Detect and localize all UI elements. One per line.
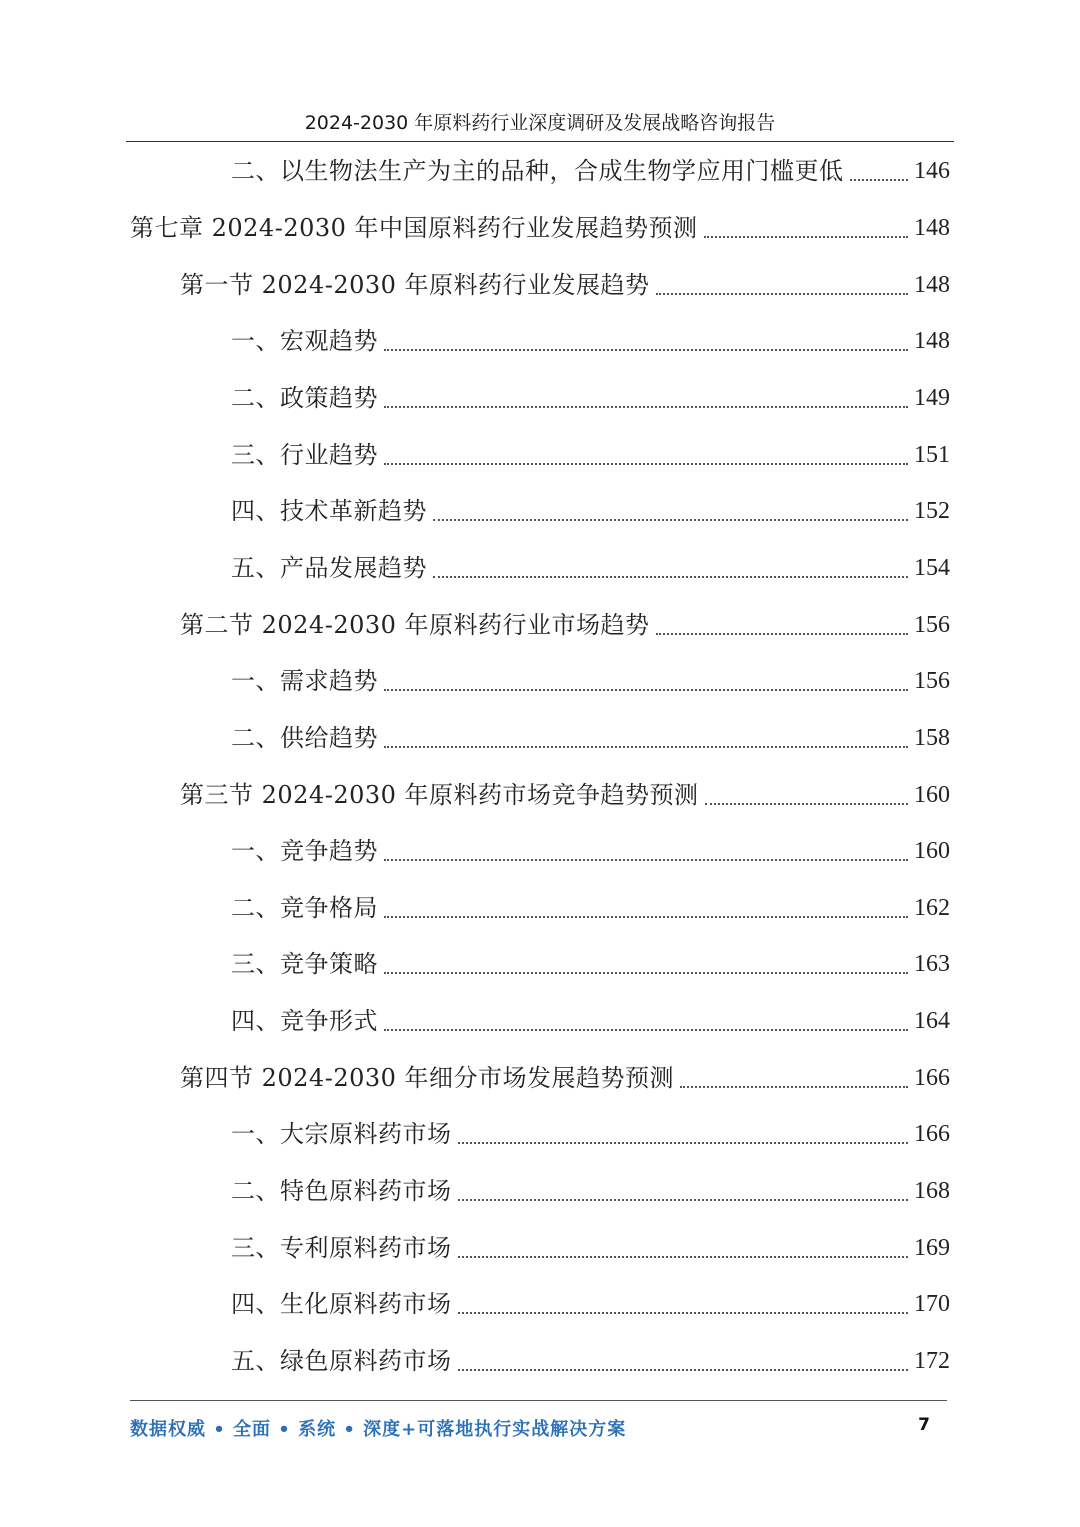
toc-dot-leader [458,1142,909,1144]
toc-entry-title: 二、特色原料药市场 [231,1177,452,1205]
toc-entry-title: 一、宏观趋势 [231,327,378,355]
toc-dot-leader [384,972,908,974]
toc-dot-leader [850,179,909,181]
toc-entry-page: 169 [914,1235,950,1261]
toc-entry[interactable] [231,888,950,928]
toc-entry-page: 166 [914,1065,950,1091]
toc-entry-page: 148 [914,215,950,241]
toc-entry-title: 二、供给趋势 [231,724,378,752]
toc-dot-leader [384,859,908,861]
toc-entry-page: 146 [914,158,950,184]
toc-dot-leader [384,349,908,351]
toc-entry-title: 四、技术革新趋势 [231,497,427,525]
toc-dot-leader [458,1199,909,1201]
toc-entry[interactable] [180,1058,950,1098]
toc-entry-page: 152 [914,498,950,524]
toc-entry[interactable] [231,1171,950,1211]
toc-dot-leader [458,1256,909,1258]
toc-entry-title: 一、竞争趋势 [231,837,378,865]
toc-entry[interactable] [231,1228,950,1268]
toc-entry[interactable] [231,548,950,588]
toc-entry-page: 168 [914,1178,950,1204]
toc-entry-title: 三、专利原料药市场 [231,1234,452,1262]
toc-entry-page: 148 [914,328,950,354]
footer-slogan: 数据权威 • 全面 • 系统 • 深度+可落地执行实战解决方案 [130,1419,627,1440]
toc-dot-leader [458,1369,909,1371]
toc-entry-title: 五、产品发展趋势 [231,554,427,582]
toc-dot-leader [433,576,908,578]
toc-entry-page: 172 [914,1348,950,1374]
toc-entry-title: 第一节 2024-2030 年原料药行业发展趋势 [180,271,650,299]
toc-entry[interactable] [180,265,950,305]
toc-dot-leader [384,406,908,408]
toc-dot-leader [384,1029,908,1031]
toc-entry-title: 第七章 2024-2030 年中国原料药行业发展趋势预测 [130,214,698,242]
toc-entry[interactable] [231,1284,950,1324]
toc-dot-leader [656,293,908,295]
toc-entry-title: 二、以生物法生产为主的品种，合成生物学应用门槛更低 [231,157,844,185]
toc-entry-title: 二、政策趋势 [231,384,378,412]
toc-dot-leader [680,1086,908,1088]
toc-entry-title: 第四节 2024-2030 年细分市场发展趋势预测 [180,1064,675,1092]
toc-entry[interactable] [231,435,950,475]
toc-entry[interactable] [180,605,950,645]
footer-page-number: 7 [918,1415,930,1435]
toc-dot-leader [705,803,908,805]
toc-entry[interactable] [231,1114,950,1154]
toc-entry-title: 三、行业趋势 [231,441,378,469]
toc-entry-title: 四、生化原料药市场 [231,1290,452,1318]
toc-entry[interactable] [231,151,950,191]
toc-dot-leader [458,1312,909,1314]
toc-entry[interactable] [180,775,950,815]
toc-entry-title: 第三节 2024-2030 年原料药市场竞争趋势预测 [180,781,699,809]
toc-entry[interactable] [231,378,950,418]
toc-entry-page: 148 [914,272,950,298]
toc-entry-title: 四、竞争形式 [231,1007,378,1035]
toc-entry-page: 154 [914,555,950,581]
toc-entry-page: 158 [914,725,950,751]
toc-entry-title: 二、竞争格局 [231,894,378,922]
toc-entry-title: 第二节 2024-2030 年原料药行业市场趋势 [180,611,650,639]
toc-dot-leader [384,463,908,465]
toc-dot-leader [704,236,908,238]
toc-entry-page: 156 [914,612,950,638]
toc-dot-leader [656,633,908,635]
toc-entry-page: 164 [914,1008,950,1034]
toc-entry[interactable] [231,1001,950,1041]
toc-entry-page: 160 [914,838,950,864]
toc-dot-leader [433,519,908,521]
toc-entry-page: 170 [914,1291,950,1317]
toc-entry[interactable] [231,944,950,984]
toc-entry[interactable] [231,831,950,871]
toc-entry[interactable] [231,321,950,361]
footer-divider [130,1400,947,1401]
page-header-title: 2024-2030 年原料药行业深度调研及发展战略咨询报告 [304,112,776,134]
toc-entry[interactable] [231,661,950,701]
toc-entry-page: 160 [914,782,950,808]
toc-entry[interactable] [231,491,950,531]
toc-entry-page: 163 [914,951,950,977]
toc-entry[interactable] [231,1341,950,1381]
toc-dot-leader [384,689,908,691]
header-divider [126,141,954,142]
toc-entry[interactable] [130,208,950,248]
toc-entry-page: 166 [914,1121,950,1147]
toc-entry-title: 三、竞争策略 [231,950,378,978]
toc-entry-page: 149 [914,385,950,411]
toc-entry-page: 162 [914,895,950,921]
toc-entry-title: 一、需求趋势 [231,667,378,695]
toc-dot-leader [384,916,908,918]
toc-entry-page: 156 [914,668,950,694]
toc-entry-title: 一、大宗原料药市场 [231,1120,452,1148]
toc-entry-page: 151 [914,442,950,468]
toc-entry-title: 五、绿色原料药市场 [231,1347,452,1375]
toc-entry[interactable] [231,718,950,758]
toc-dot-leader [384,746,908,748]
